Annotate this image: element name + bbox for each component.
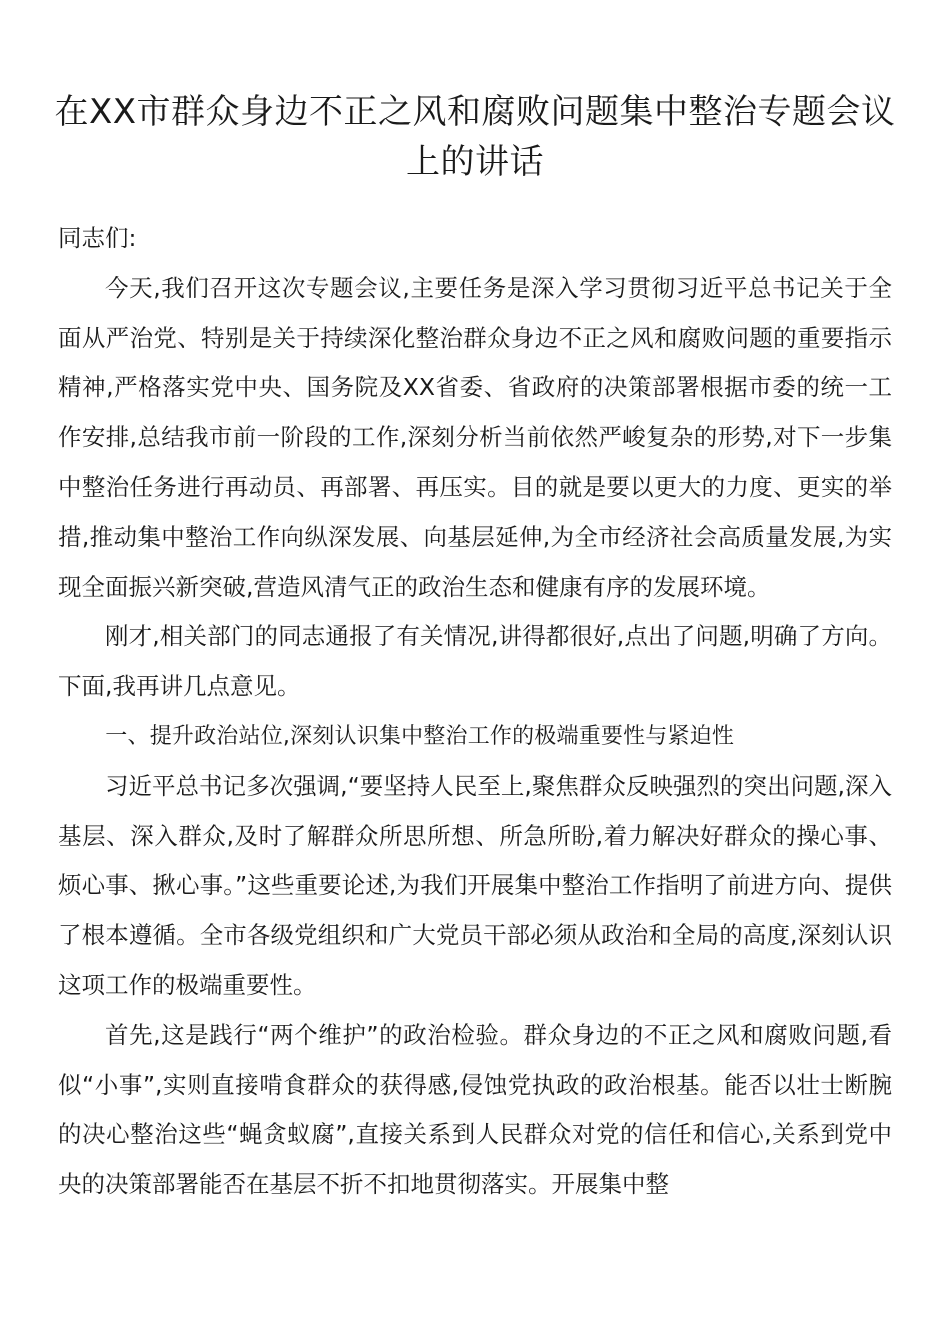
salutation: 同志们: <box>58 224 137 252</box>
paragraph-section-1: 习近平总书记多次强调,“要坚持人民至上,聚焦群众反映强烈的突出问题,深入基层、深入群众,及时了解群众所思所想、所急所盼,着力解决好群众的操心事、烦心事、揪心事。”这些重要论述,为我们开展集中整治工作指明了前进方向、提供了根本遵循。全市各级党组织和广大党员干部必须从政治和全局的高度,深刻认识这项工作的极端重要性。 <box>58 771 892 999</box>
paragraph-section-2: 首先,这是践行“两个维护”的政治检验。群众身边的不正之风和腐败问题,看似“小事”,实则直接啃食群众的获得感,侵蚀党执政的政治根基。能否以壮士断腕的决心整治这些“蝇贪蚁腐”,直接关系到人民群众对党的信任和信心,关系到党中央的决策部署能否在基层不折不扣地贯彻落实。开展集中整 <box>58 1020 892 1199</box>
paragraph-intro: 今天,我们召开这次专题会议,主要任务是深入学习贯彻习近平总书记关于全面从严治党、特别是关于持续深化整治群众身边不正之风和腐败问题的重要指示精神,严格落实党中央、国务院及XX省委、省政府的决策部署根据市委的统一工作安排,总结我市前一阶段的工作,深刻分析当前依然严峻复杂的形势,对下一步集中整治任务进行再动员、再部署、再压实。目的就是要以更大的力度、更实的举措,推动集中整治工作向纵深发展、向基层延伸,为全市经济社会高质量发展,为实现全面振兴新突破,营造风清气正的政治生态和健康有序的发展环境。 <box>58 273 892 601</box>
document-body <box>58 214 892 1210</box>
paragraph-transition: 刚才,相关部门的同志通报了有关情况,讲得都很好,点出了问题,明确了方向。下面,我再讲几点意见。 <box>58 622 892 701</box>
section-heading-1: 一、提升政治站位,深刻认识集中整治工作的极端重要性与紧迫性 <box>105 723 735 749</box>
document-title: 在XX市群众身边不正之风和腐败问题集中整治专题会议上的讲话 <box>54 91 896 182</box>
